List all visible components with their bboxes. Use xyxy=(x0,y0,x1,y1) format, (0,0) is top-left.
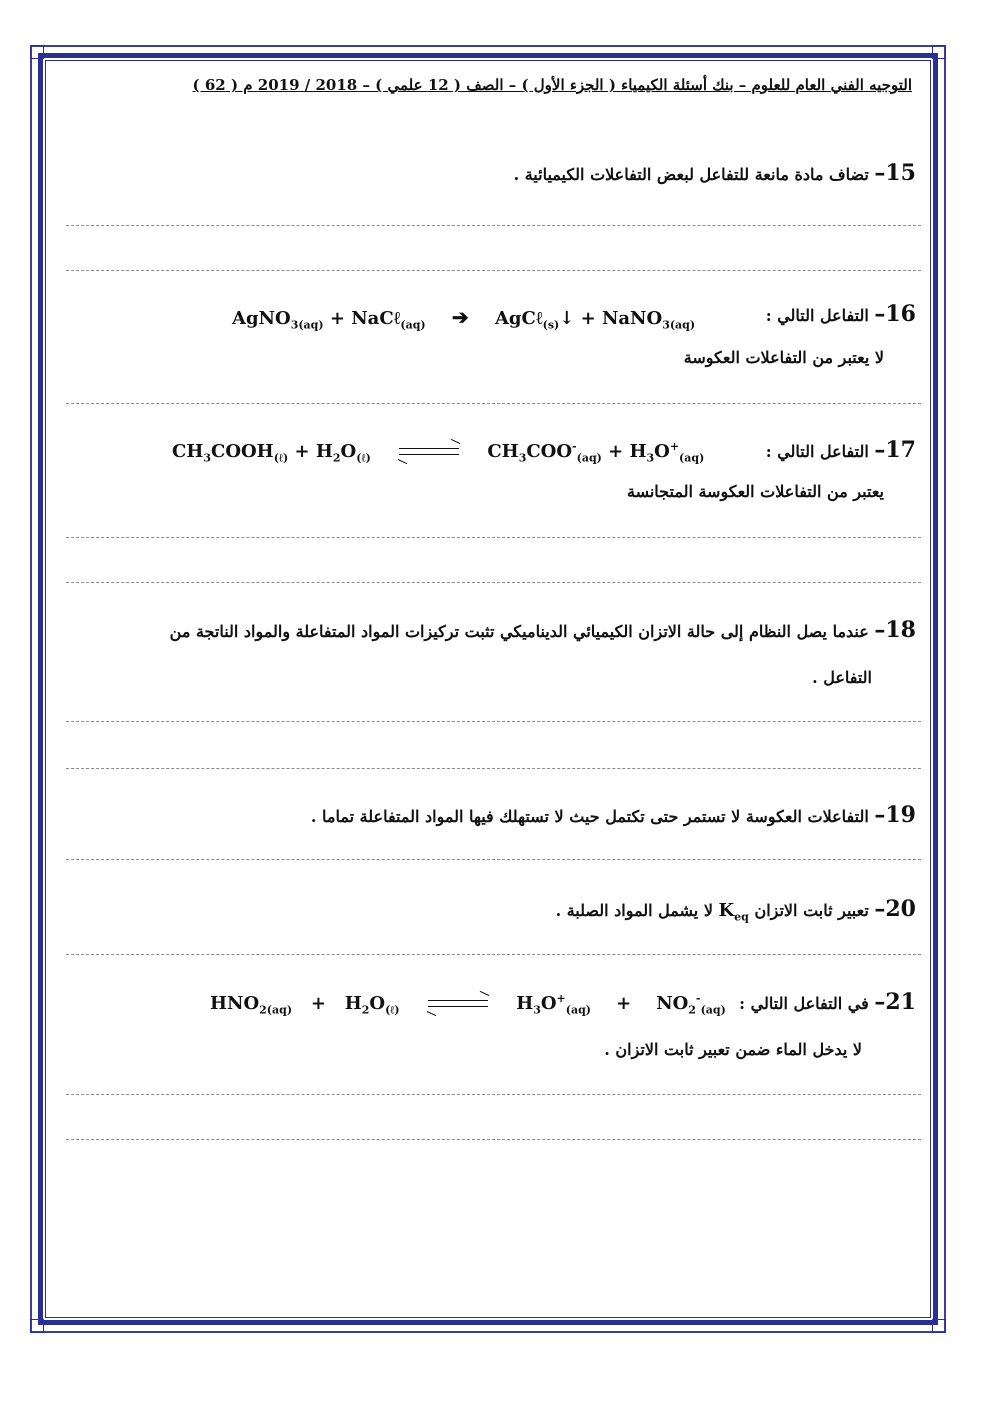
superscript: + xyxy=(669,440,680,453)
formula: H xyxy=(516,993,534,1014)
formula: H xyxy=(344,993,362,1014)
question-text: لا يشمل المواد الصلبة . xyxy=(555,901,713,920)
question-number: 15– xyxy=(874,160,916,186)
question-text-continued: التفاعل . xyxy=(812,668,872,687)
formula: O xyxy=(369,993,386,1014)
question-18 xyxy=(86,617,916,643)
formula: O xyxy=(654,441,670,462)
answer-line[interactable] xyxy=(66,859,921,860)
equilibrium-arrow-icon xyxy=(428,997,488,1011)
subscript: 3 xyxy=(518,451,527,465)
formula: CH xyxy=(172,441,204,462)
subscript: 2 xyxy=(688,1003,697,1017)
equilibrium-arrow-icon xyxy=(399,445,459,459)
corner-ornament xyxy=(30,1319,44,1333)
subscript: (aq) xyxy=(576,451,602,465)
subscript: 2 xyxy=(332,451,341,465)
question-15 xyxy=(76,160,916,186)
formula: COO xyxy=(526,441,573,462)
subscript: 2(aq) xyxy=(259,1003,293,1017)
question-text: تضاف مادة مانعة للتفاعل لبعض التفاعلات الكيميائية . xyxy=(513,165,869,184)
answer-line[interactable] xyxy=(66,270,921,271)
subscript: (aq) xyxy=(565,1003,591,1017)
subscript: (ℓ) xyxy=(273,451,289,465)
plus: + xyxy=(323,308,352,329)
formula: K xyxy=(718,900,735,921)
question-text: التفاعلات العكوسة لا تستمر حتى تكتمل حيث لا تستهلك فيها المواد المتفاعلة تماما . xyxy=(310,807,869,826)
plus: + xyxy=(292,993,345,1014)
question-number: 19– xyxy=(874,802,916,828)
question-text: عندما يصل النظام إلى حالة الاتزان الكيميائي الديناميكي تثبت تركيزات المواد المتفاعلة والمواد الناتجة من xyxy=(169,622,869,641)
chemical-equation-17 xyxy=(172,440,704,465)
question-number: 16– xyxy=(874,301,916,327)
answer-line[interactable] xyxy=(66,1094,921,1095)
precipitate-arrow-icon: ↓ xyxy=(559,308,575,329)
question-intro: التفاعل التالي : xyxy=(765,306,869,325)
answer-line[interactable] xyxy=(66,403,921,404)
question-number: 18– xyxy=(874,617,916,643)
subscript: (aq) xyxy=(400,318,426,332)
corner-ornament xyxy=(932,1319,946,1333)
formula: O xyxy=(340,441,357,462)
formula: NO xyxy=(656,993,689,1014)
plus: + xyxy=(288,441,316,462)
subscript: (aq) xyxy=(700,1003,726,1017)
subscript: (ℓ) xyxy=(385,1003,400,1017)
subscript: 3 xyxy=(646,451,655,465)
formula: H xyxy=(629,441,647,462)
question-number: 17– xyxy=(874,437,916,463)
formula: CH xyxy=(487,441,519,462)
question-19 xyxy=(86,802,916,828)
question-16 xyxy=(716,301,916,327)
question-note: لا يعتبر من التفاعلات العكوسة xyxy=(683,348,884,367)
plus: + xyxy=(591,993,657,1014)
subscript: (ℓ) xyxy=(356,451,371,465)
formula: COOH xyxy=(211,441,274,462)
corner-ornament xyxy=(932,45,946,59)
answer-line[interactable] xyxy=(66,537,921,538)
formula: HNO xyxy=(210,993,260,1014)
answer-line[interactable] xyxy=(66,1139,921,1140)
answer-line[interactable] xyxy=(66,582,921,583)
formula: AgCℓ xyxy=(494,308,543,329)
superscript: + xyxy=(556,992,566,1005)
superscript: - xyxy=(572,440,577,453)
chemical-equation-16 xyxy=(232,305,695,332)
formula: NaCℓ xyxy=(351,308,401,329)
question-number: 21– xyxy=(874,989,916,1015)
answer-line[interactable] xyxy=(66,225,921,226)
answer-line[interactable] xyxy=(66,721,921,722)
formula: H xyxy=(315,441,333,462)
question-number: 20– xyxy=(874,896,916,922)
question-20 xyxy=(86,896,916,924)
subscript: 2 xyxy=(361,1003,370,1017)
subscript: 3(aq) xyxy=(662,318,696,332)
subscript: 3 xyxy=(203,451,211,465)
subscript: 3 xyxy=(533,1003,541,1017)
reaction-arrow-icon: ➔ xyxy=(451,305,469,329)
question-17 xyxy=(716,437,916,463)
question-intro: التفاعل التالي : xyxy=(765,442,869,461)
formula: AgNO xyxy=(232,308,291,329)
question-intro: في التفاعل التالي : xyxy=(739,994,869,1013)
answer-line[interactable] xyxy=(66,768,921,769)
subscript: (aq) xyxy=(679,451,705,465)
formula: NaNO xyxy=(601,308,663,329)
plus: + xyxy=(601,441,630,462)
question-note: لا يدخل الماء ضمن تعبير ثابت الاتزان . xyxy=(604,1040,862,1059)
question-text: تعبير ثابت الاتزان xyxy=(754,901,869,920)
corner-ornament xyxy=(30,45,44,59)
subscript: 3(aq) xyxy=(290,318,324,332)
question-note: يعتبر من التفاعلات العكوسة المتجانسة xyxy=(627,482,884,501)
superscript: - xyxy=(696,992,701,1005)
chemical-equation-21 xyxy=(210,992,726,1017)
answer-line[interactable] xyxy=(66,954,921,955)
page-header: التوجيه الفني العام للعلوم – بنك أسئلة الكيمياء ( الجزء الأول ) – الصف ( 12 علمي ) – 2018 / 2019 م ( 62 ) xyxy=(192,76,912,94)
formula: O xyxy=(540,993,557,1014)
keq-symbol xyxy=(718,900,749,924)
subscript: (s) xyxy=(542,318,560,332)
subscript: eq xyxy=(734,910,749,924)
plus: + xyxy=(574,308,602,329)
page-border-inner xyxy=(45,60,931,1318)
